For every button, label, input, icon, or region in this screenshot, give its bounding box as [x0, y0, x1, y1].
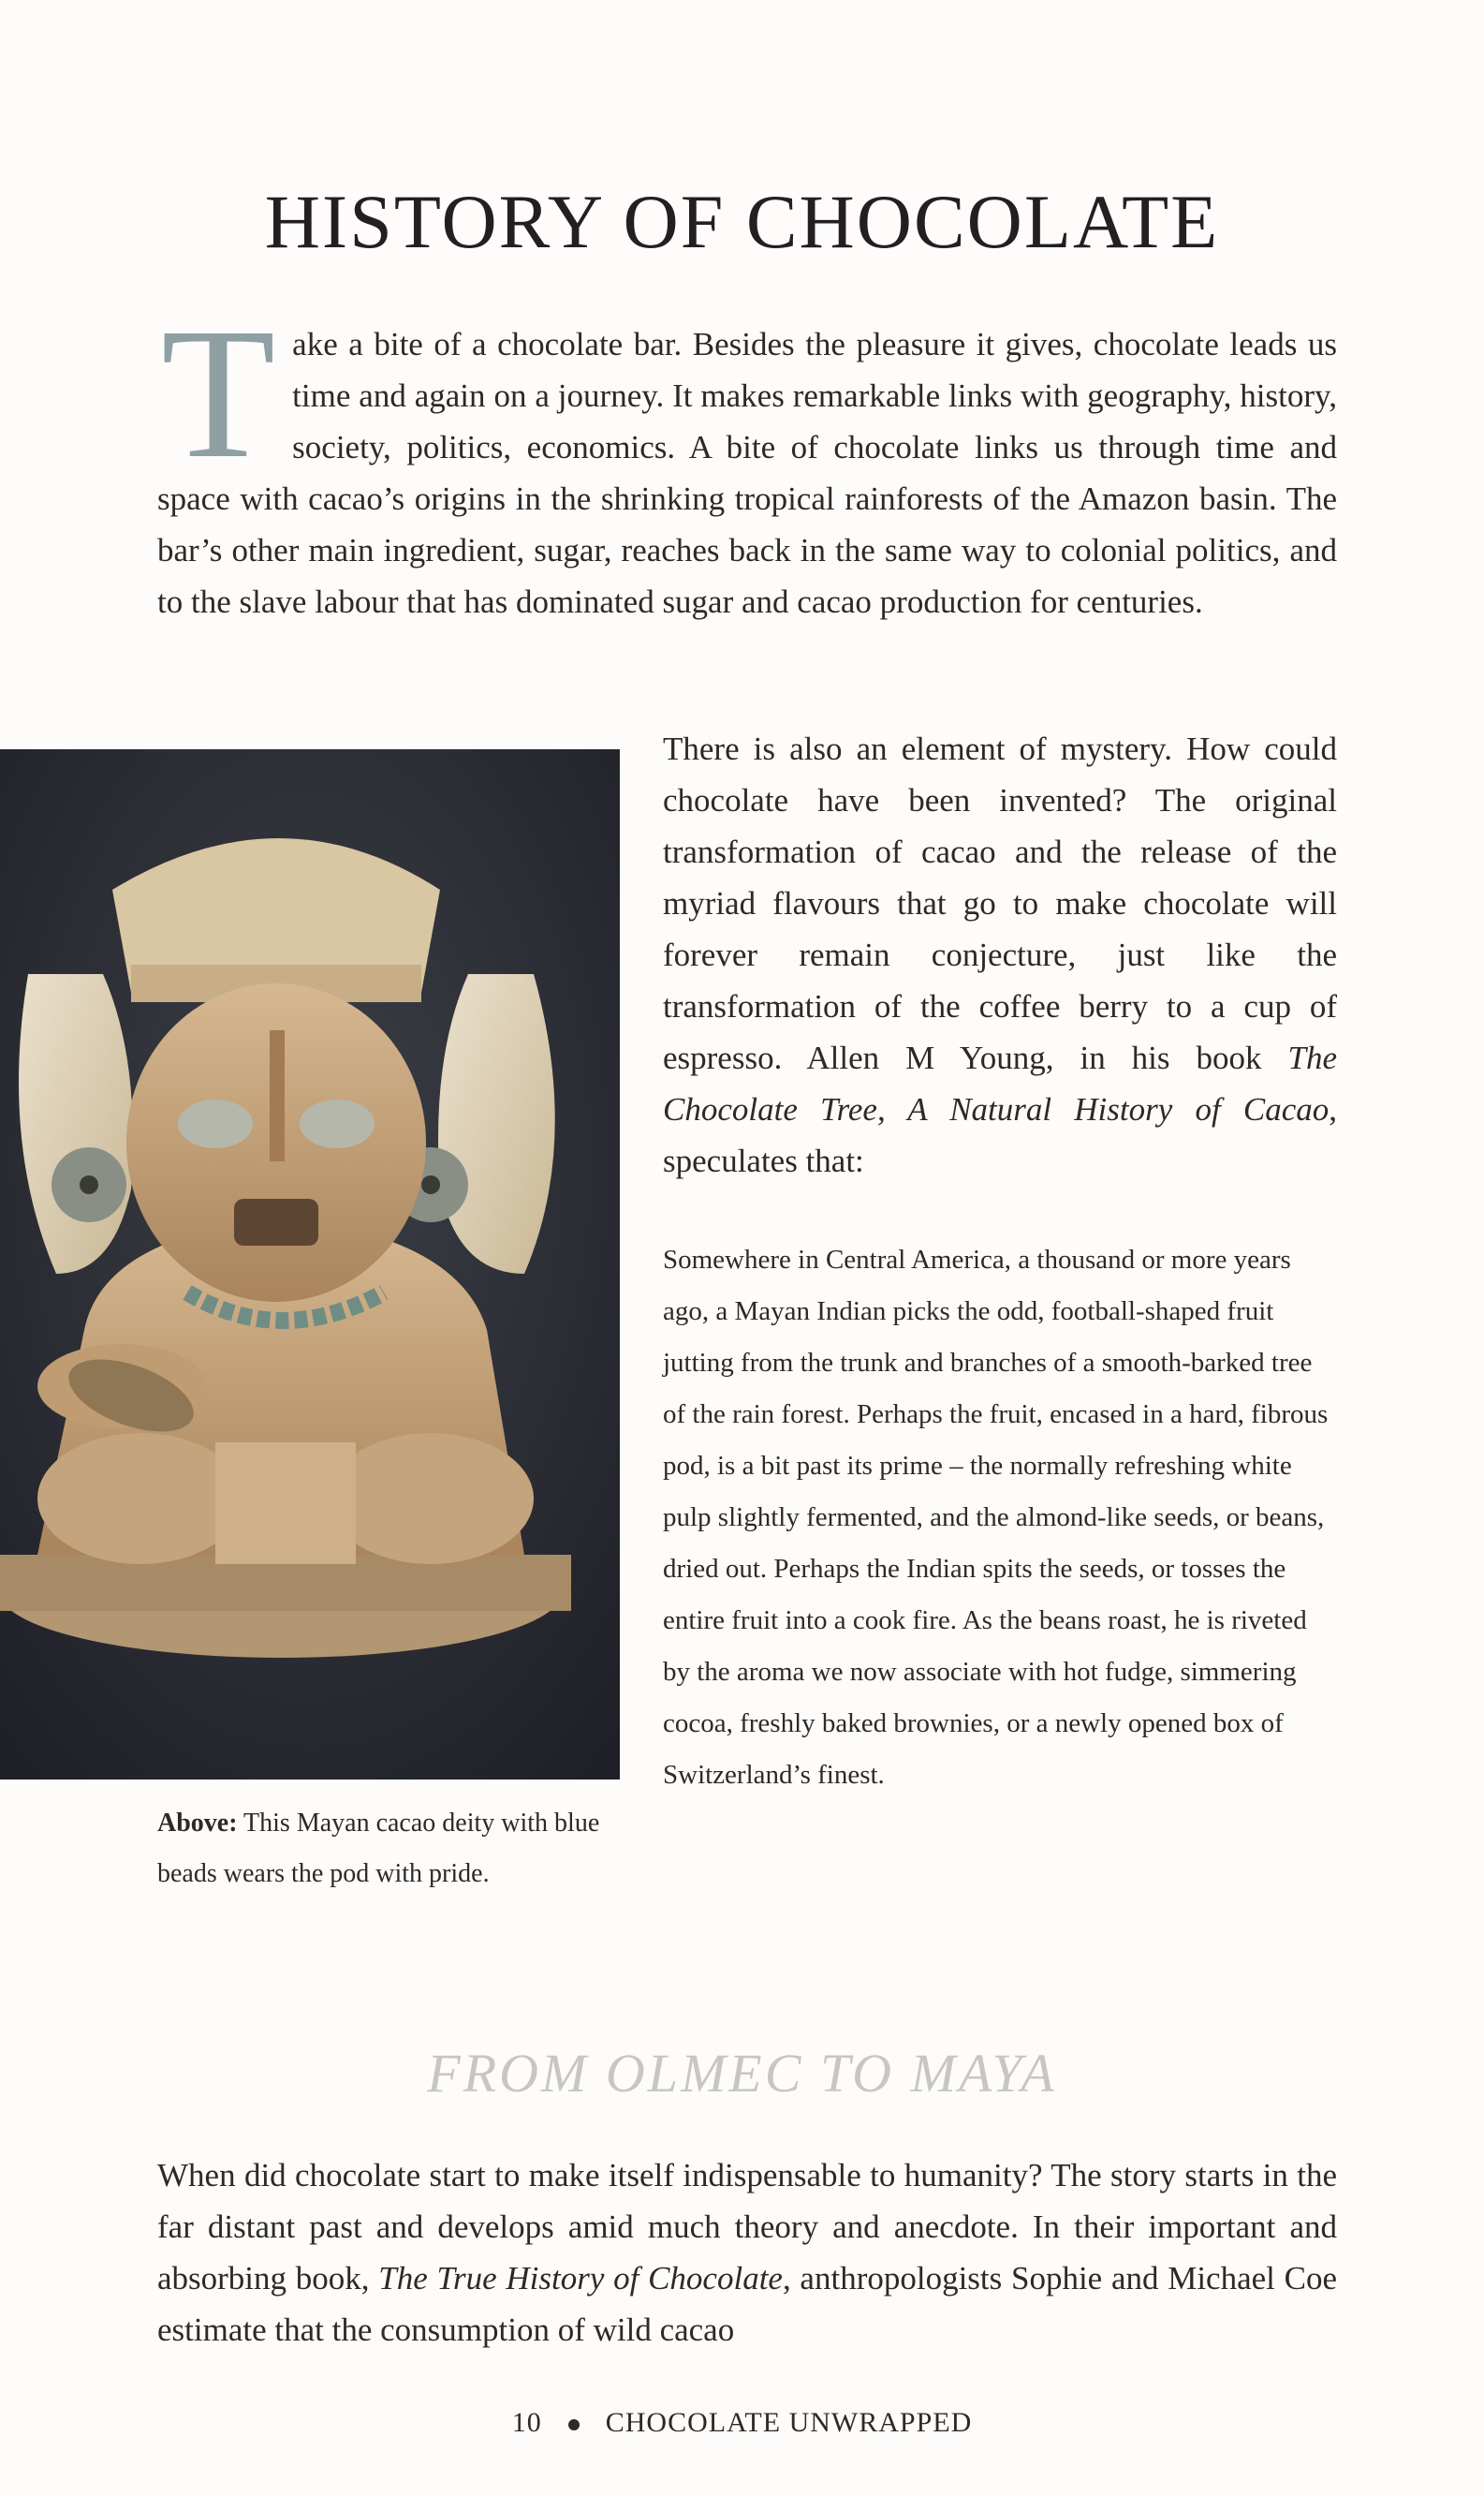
- drop-cap: T: [161, 290, 276, 497]
- photo-caption: [157, 1798, 625, 1899]
- book-title-chocolate-tree: The Chocolate Tree, A Natural History of Cacao: [663, 1040, 1337, 1128]
- running-title: CHOCOLATE UNWRAPPED: [605, 2407, 973, 2438]
- page-number: 10: [511, 2407, 542, 2438]
- block-quote: Somewhere in Central America, a thousand or more years ago, a Mayan Indian picks the odd, football-shaped fruit jutting from the trunk and branches of a smooth-barked tree of the rain forest. Perhaps the fruit, encased in a hard, fibrous pod, is a bit past its prime – the normally refreshing white pulp slightly fermented, and the almond-like seeds, or beans, dried out. Perhaps the Indian spits the seeds, or tosses the entire fruit into a cook fire. As the beans roast, he is riveted by the aroma we now associate with hot fudge, simmering cocoa, freshly baked brownies, or a newly opened box of Switzerland’s finest.: [663, 1245, 1329, 1790]
- section-text: When did chocolate start to make itself indispensable to humanity? The story starts in the far distant past and develops amid much theory and anecdote. In their important and absorbing book,: [157, 2157, 1337, 2297]
- intro-paragraph: [157, 290, 1337, 628]
- page-title: HISTORY OF CHOCOLATE: [264, 179, 1220, 264]
- section-heading: FROM OLMEC TO MAYA: [427, 2043, 1057, 2104]
- bullet-icon: [568, 2419, 580, 2430]
- mayan-deity-photo: [0, 749, 620, 1780]
- intro-text: ake a bite of a chocolate bar. Besides the pleasure it gives, chocolate leads us time and again on a journey. It makes remarkable links with geography, history, society, politics, economics. A bite of chocolate links us through time and space with cacao’s origins in the shrinking tropical rainforests of the Amazon basin. The bar’s other main ingredient, sugar, reaches back in the same way to colonial politics, and to the slave labour that has dominated sugar and cacao production for centuries.: [157, 326, 1337, 620]
- page-footer: [0, 2407, 1484, 2439]
- right-column-text: There is also an element of mystery. How could chocolate have been invented? The original transformation of cacao and the release of the myriad flavours that go to make chocolate will forever remain conjecture, just like the transformation of the coffee berry to a cup of espresso. Allen M Young, in his book: [663, 731, 1337, 1076]
- right-column-text-end: , speculates that:: [663, 1091, 1337, 1179]
- right-column-paragraph: [663, 723, 1337, 1187]
- book-title-true-history: The True History of Chocolate: [378, 2260, 783, 2297]
- section-text-end: , anthropologists Sophie and Michael Coe estimate that the consumption of wild cacao: [157, 2260, 1337, 2348]
- caption-label: Above:: [157, 1809, 238, 1838]
- caption-text: This Mayan cacao deity with blue beads wears the pod with pride.: [157, 1809, 600, 1888]
- section-paragraph: [157, 2149, 1337, 2356]
